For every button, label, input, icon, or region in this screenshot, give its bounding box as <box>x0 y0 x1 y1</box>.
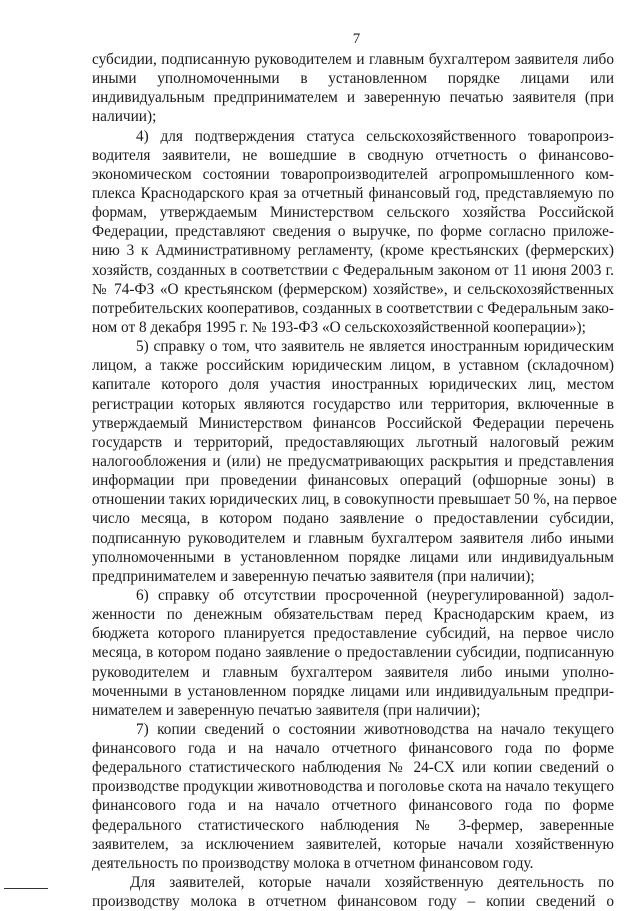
document-body <box>92 50 617 911</box>
text-line: нимателем и заверенную печатью заявителя (при наличии); <box>92 701 481 719</box>
text-line: 4) для подтверждения статуса сельскохозяйственного товаропроиз- <box>136 127 614 145</box>
paragraph <box>92 50 614 127</box>
text-line: моченными в установленном порядке лицами или индивидуальным предпри- <box>92 682 614 700</box>
text-line: регистрации которых являются государство или территория, включенные в <box>92 395 614 413</box>
text-line: иными уполномоченными в установленном порядке лицами или <box>92 70 614 88</box>
text-line: потребительских кооперативов, созданных в соответствии с Федеральным зако- <box>92 299 614 317</box>
text-line: формам, утверждаемым Министерством сельского хозяйства Российской <box>92 204 614 222</box>
text-line: уполномоченными в установленном порядке лицами или индивидуальным <box>92 548 614 566</box>
text-line: деятельность по производству молока в отчетном финансовом году. <box>92 854 534 872</box>
text-line: информации при проведении финансовых операций (офшорные зоны) в <box>92 472 614 490</box>
paragraph <box>92 337 617 586</box>
text-line: водителя заявители, не вошедшие в сводную отчетность о финансово- <box>92 146 614 164</box>
text-line: нию 3 к Административному регламенту, (кроме крестьянских (фермерских) <box>92 242 614 260</box>
paragraph <box>92 127 614 338</box>
paragraph <box>92 720 614 873</box>
text-line: финансового года и на начало отчетного финансового года по форме <box>92 797 614 815</box>
text-line: утверждаемый Министерством финансов Российской Федерации перечень <box>92 414 614 432</box>
text-line: государств и территорий, предоставляющих льготный налоговый режим <box>92 433 614 451</box>
text-line: хозяйств, созданных в соответствии с Федеральным законом от 11 июня 2003 г. <box>92 261 614 279</box>
text-line: федерального статистического наблюдения № 3-фермер, заверенные <box>92 816 614 834</box>
text-line: экономическом состоянии товаропроизводителей агропромышленного ком- <box>92 165 614 183</box>
text-line: плекса Краснодарского края за отчетный финансовый год, представляемую по <box>92 184 614 202</box>
text-line: женности по денежным обязательствам перед Краснодарским краем, из <box>92 606 614 624</box>
text-line: лицом, а также российским юридическим лицом, в уставном (складочном) <box>92 357 614 375</box>
text-line: бюджета которого планируется предоставление субсидий, на первое число <box>92 625 614 643</box>
text-line: Для заявителей, которые начали хозяйственную деятельность по <box>130 874 614 892</box>
text-line: отношении таких юридических лиц, в совокупности превышает 50 %, на первое <box>92 491 617 509</box>
paragraph <box>92 586 614 720</box>
page-number: 7 <box>352 31 361 47</box>
text-line: ном от 8 декабря 1995 г. № 193-ФЗ «О сельскохозяйственной кооперации»); <box>92 318 586 336</box>
text-line: федерального статистического наблюдения № 24-СХ или копии сведений о <box>92 759 614 777</box>
text-line: 7) копии сведений о состоянии животноводства на начало текущего <box>136 720 614 738</box>
paragraph <box>92 873 614 911</box>
text-line: заявителем, за исключением заявителей, которые начали хозяйственную <box>92 835 614 853</box>
text-line: налогообложения и (или) не предусматривающих раскрытия и представления <box>92 452 614 470</box>
text-line: капитале которого доля участия иностранных юридических лиц, местом <box>92 376 614 394</box>
text-line: 6) справку об отсутствии просроченной (неурегулированной) задол- <box>136 586 614 604</box>
text-line: производству молока в отчетном финансовом году – копии сведений о <box>92 893 614 911</box>
text-line: наличии); <box>92 108 157 126</box>
text-line: индивидуальным предпринимателем и заверенную печатью заявителя (при <box>92 89 614 107</box>
text-line: месяца, в котором подано заявление о предоставлении субсидии, подписанную <box>92 644 614 662</box>
footnote-rule <box>4 888 48 889</box>
text-line: 5) справку о том, что заявитель не является иностранным юридическим <box>136 338 614 356</box>
text-line: финансового года и на начало отчетного финансового года по форме <box>92 740 614 758</box>
text-line: подписанную руководителем и главным бухгалтером заявителя либо иными <box>92 529 614 547</box>
text-line: Федерации, представляют сведения о выручке, по форме согласно приложе- <box>92 223 614 241</box>
text-line: производстве продукции животноводства и поголовье скота на начало текущего <box>92 778 614 796</box>
text-line: предпринимателем и заверенную печатью заявителя (при наличии); <box>92 567 535 585</box>
text-line: руководителем и главным бухгалтером заявителя либо иными уполно- <box>92 663 614 681</box>
text-line: субсидии, подписанную руководителем и главным бухгалтером заявителя либо <box>92 51 614 68</box>
text-line: № 74-ФЗ «О крестьянском (фермерском) хозяйстве», и сельскохозяйственных <box>92 280 614 298</box>
text-line: число месяца, в котором подано заявление о предоставлении субсидии, <box>92 510 614 528</box>
